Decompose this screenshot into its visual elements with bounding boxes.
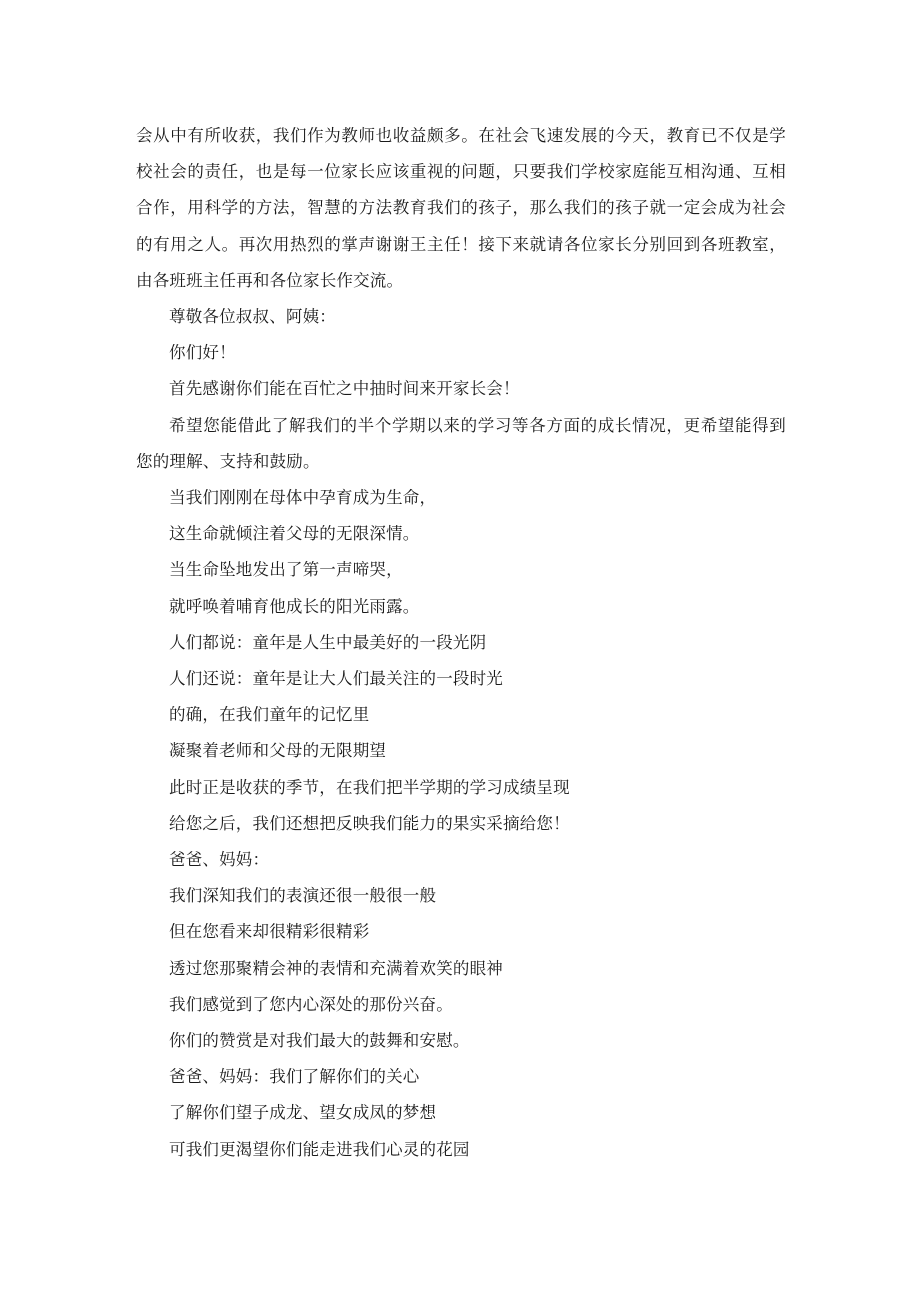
hope-paragraph: 希望您能借此了解我们的半个学期以来的学习等各方面的成长情况，更希望能得到您的理解、支持和鼓励。 bbox=[136, 415, 786, 471]
poem-line: 就呼唤着哺育他成长的阳光雨露。 bbox=[169, 596, 420, 616]
poem-line: 爸爸、妈妈：我们了解你们的关心 bbox=[169, 1067, 420, 1087]
poem-line: 我们深知我们的表演还很一般很一般 bbox=[169, 886, 437, 906]
poem-line: 人们都说：童年是人生中最美好的一段光阴 bbox=[169, 632, 487, 652]
poem-line: 给您之后，我们还想把反映我们能力的果实采摘给您！ bbox=[169, 813, 570, 833]
thanks-line: 首先感谢你们能在百忙之中抽时间来开家长会！ bbox=[169, 379, 520, 399]
poem-line: 透过您那聚精会神的表情和充满着欢笑的眼神 bbox=[169, 958, 503, 978]
poem-line: 可我们更渴望你们能走进我们心灵的花园 bbox=[169, 1139, 470, 1159]
paragraph-1: 会从中有所收获，我们作为教师也收益颇多。在社会飞速发展的今天，教育已不仅是学校社会的责任，也是每一位家长应该重视的问题，只要我们学校家庭能互相沟通、互相合作，用科学的方法，智慧的方法教育我们的孩子，那么我们的孩子就一定会成为社会的有用之人。再次用热烈的掌声谢谢王主任！接下来就请各位家长分别回到各班教室，由各班班主任再和各位家长作交流。 bbox=[136, 126, 786, 290]
poem-line: 的确，在我们童年的记忆里 bbox=[169, 705, 370, 725]
hello-line: 你们好！ bbox=[169, 343, 236, 363]
poem-line: 凝聚着老师和父母的无限期望 bbox=[169, 741, 387, 761]
poem-line: 你们的赞赏是对我们最大的鼓舞和安慰。 bbox=[169, 1031, 470, 1051]
poem-line: 当我们刚刚在母体中孕育成为生命， bbox=[169, 488, 437, 508]
poem-line: 但在您看来却很精彩很精彩 bbox=[169, 922, 370, 942]
poem-line: 人们还说：童年是让大人们最关注的一段时光 bbox=[169, 669, 503, 689]
poem-line: 爸爸、妈妈： bbox=[169, 850, 270, 870]
poem-line: 当生命坠地发出了第一声啼哭， bbox=[169, 560, 403, 580]
poem-line: 这生命就倾注着父母的无限深情。 bbox=[169, 524, 420, 544]
poem-line: 了解你们望子成龙、望女成凤的梦想 bbox=[169, 1103, 437, 1123]
poem-line: 我们感觉到了您内心深处的那份兴奋。 bbox=[169, 994, 453, 1014]
poem-line: 此时正是收获的季节，在我们把半学期的学习成绩呈现 bbox=[169, 777, 570, 797]
document-body bbox=[136, 118, 786, 1168]
greeting-line: 尊敬各位叔叔、阿姨： bbox=[169, 307, 336, 327]
